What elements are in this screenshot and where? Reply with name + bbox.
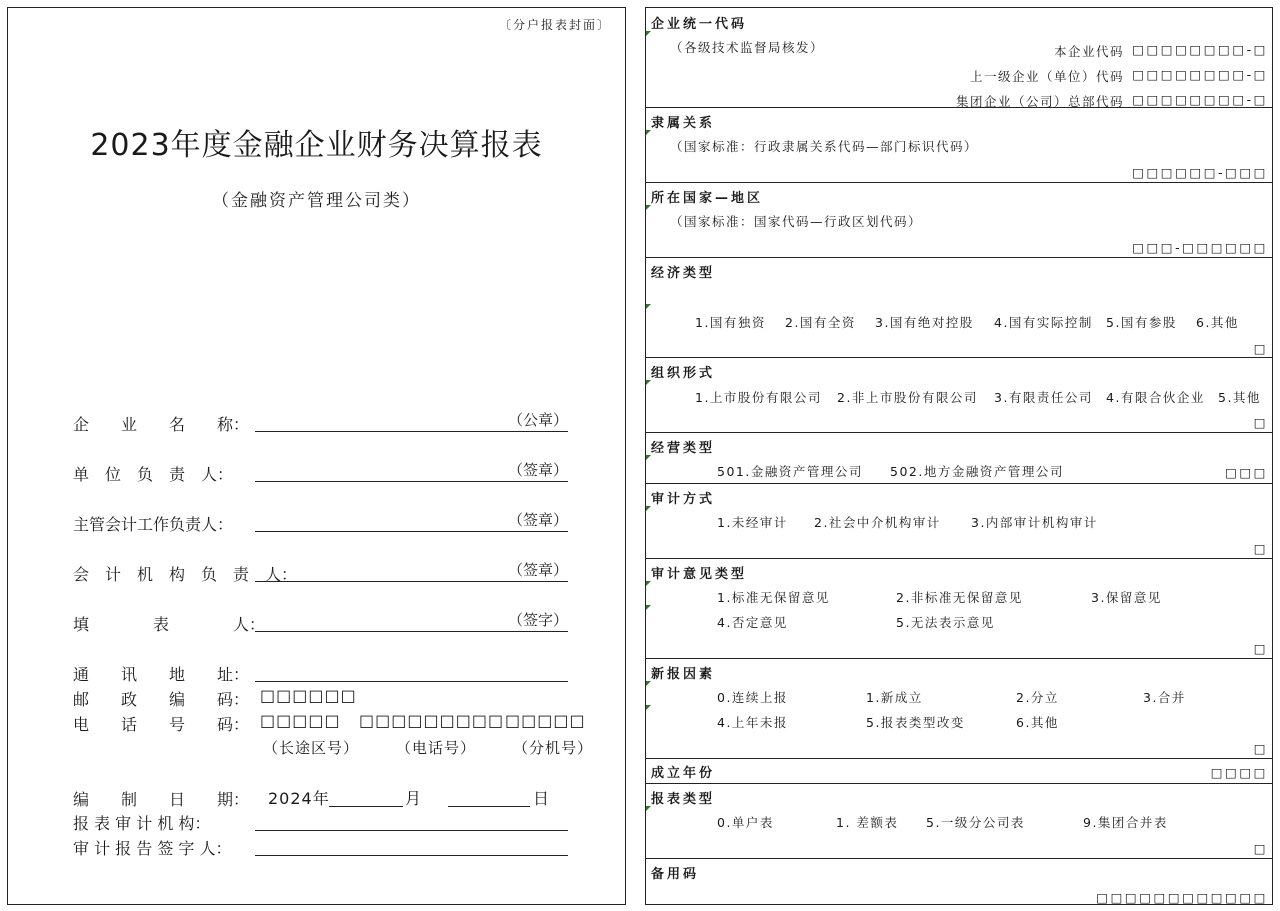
- audit-method-section: [646, 483, 1272, 559]
- phone-area-boxes[interactable]: □□□□□: [260, 711, 341, 730]
- audit-method-box[interactable]: □: [1253, 541, 1268, 556]
- report-type-option: 1. 差额表: [836, 815, 899, 830]
- preparer-field[interactable]: [255, 611, 568, 632]
- economic-option: 1.国有独资: [695, 315, 766, 330]
- accounting-dept-head-field[interactable]: [255, 561, 568, 582]
- section-title: 企业统一代码: [651, 17, 748, 32]
- audit-opinion-option: 5.无法表示意见: [896, 615, 995, 630]
- signature-caption: （签字）: [507, 611, 568, 629]
- date-month-field[interactable]: [329, 786, 403, 807]
- section-title: 成立年份: [651, 766, 716, 781]
- parent-code-label: 上一级企业（单位）代码: [969, 69, 1124, 84]
- economic-option: 2.国有全资: [785, 315, 856, 330]
- section-title: 审计方式: [651, 492, 716, 507]
- auditor-label: 审 计 报 告 签 字 人：: [73, 839, 232, 858]
- economic-option: 4.国有实际控制: [994, 315, 1093, 330]
- audit-method-option: 3.内部审计机构审计: [971, 515, 1098, 530]
- new-report-option: 0.连续上报: [717, 690, 788, 705]
- audit-org-label: 报 表 审 计 机 构：: [73, 814, 211, 833]
- date-year: 2024年: [268, 789, 330, 808]
- code-form: [645, 7, 1273, 905]
- new-report-factor-box[interactable]: □: [1253, 741, 1268, 756]
- audit-org-field[interactable]: [255, 810, 568, 831]
- established-year-boxes[interactable]: □□□□: [1210, 765, 1268, 780]
- section-title: 经济类型: [651, 266, 716, 281]
- unit-head-field[interactable]: [255, 461, 568, 482]
- signature-caption: （签章）: [507, 561, 568, 579]
- section-title: 备用码: [651, 867, 700, 882]
- phone-number-boxes[interactable]: □□□□□□□□□: [359, 711, 505, 730]
- phone-ext-boxes[interactable]: □□□□□: [505, 711, 586, 730]
- group-code-label: 集团企业（公司）总部代码: [955, 94, 1124, 109]
- region-boxes[interactable]: □□□-□□□□□□: [1132, 240, 1268, 255]
- economic-option: 6.其他: [1196, 315, 1239, 330]
- org-form-section: [646, 357, 1272, 433]
- signature-caption: （签章）: [507, 511, 568, 529]
- cell-marker: [646, 304, 651, 309]
- business-type-boxes[interactable]: □□□: [1225, 465, 1268, 480]
- org-form-option: 3.有限责任公司: [994, 390, 1093, 405]
- economic-option: 3.国有绝对控股: [875, 315, 974, 330]
- accounting-head-field[interactable]: [255, 511, 568, 532]
- economic-type-box[interactable]: □: [1253, 341, 1268, 356]
- spare-code-section: [646, 858, 1272, 904]
- auditor-field[interactable]: [255, 835, 568, 856]
- affiliation-section: [646, 107, 1272, 183]
- new-report-option: 6.其他: [1016, 715, 1059, 730]
- section-title: 报表类型: [651, 792, 716, 807]
- section-note: （国家标准：行政隶属关系代码—部门标识代码）: [670, 139, 979, 154]
- new-report-option: 4.上年未报: [717, 715, 788, 730]
- audit-method-option: 2.社会中介机构审计: [814, 515, 941, 530]
- new-report-option: 2.分立: [1016, 690, 1059, 705]
- unit-head-label: 单 位 负 责 人：: [73, 465, 234, 484]
- audit-opinion-box[interactable]: □: [1253, 641, 1268, 656]
- postcode-boxes[interactable]: □□□□□□: [260, 686, 357, 705]
- audit-opinion-option: 4.否定意见: [717, 615, 788, 630]
- report-type-option: 0.单户表: [717, 815, 774, 830]
- audit-opinion-section: [646, 558, 1272, 659]
- section-note: （各级技术监督局核发）: [670, 40, 825, 55]
- established-year-section: [646, 758, 1272, 784]
- accounting-head-label: 主管会计工作负责人：: [73, 515, 234, 534]
- section-title: 审计意见类型: [651, 567, 748, 582]
- phone-label: 电 话 号 码：: [73, 715, 250, 734]
- group-code-boxes[interactable]: □□□□□□□□-□: [1132, 92, 1268, 107]
- economic-type-section: [646, 257, 1272, 358]
- section-title: 新报因素: [651, 667, 716, 682]
- section-note: （国家标准：国家代码—行政区划代码）: [670, 214, 923, 229]
- cover-tag: 〔分户报表封面〕: [498, 18, 611, 32]
- postcode-label: 邮 政 编 码：: [73, 690, 250, 709]
- own-code-boxes[interactable]: □□□□□□□□-□: [1132, 42, 1268, 57]
- seal-caption: （公章）: [507, 411, 568, 429]
- report-subtitle: （金融资产管理公司类）: [212, 191, 421, 211]
- cell-marker: [646, 705, 651, 710]
- report-type-box[interactable]: □: [1253, 841, 1268, 856]
- region-section: [646, 182, 1272, 258]
- report-type-section: [646, 783, 1272, 859]
- business-type-option: 501.金融资产管理公司: [717, 464, 863, 479]
- section-title: 隶属关系: [651, 116, 716, 131]
- org-form-option: 4.有限合伙企业: [1106, 390, 1205, 405]
- date-day-unit: 日: [533, 789, 551, 808]
- audit-method-option: 1.未经审计: [717, 515, 788, 530]
- cell-marker: [646, 605, 651, 610]
- org-form-option: 5.其他: [1218, 390, 1261, 405]
- section-title: 经营类型: [651, 441, 716, 456]
- audit-opinion-option: 2.非标准无保留意见: [896, 590, 1023, 605]
- signature-caption: （签章）: [507, 461, 568, 479]
- date-label: 编 制 日 期：: [73, 790, 250, 809]
- phone-number-caption: （电话号）: [396, 739, 477, 757]
- company-name-label: 企 业 名 称：: [73, 415, 250, 434]
- org-form-box[interactable]: □: [1253, 415, 1268, 430]
- new-report-option: 1.新成立: [866, 690, 923, 705]
- date-day-field[interactable]: [448, 786, 530, 807]
- spare-code-boxes[interactable]: □□□□□□□□□□□□: [1096, 890, 1268, 905]
- address-field[interactable]: [255, 661, 568, 682]
- new-report-option: 3.合并: [1143, 690, 1186, 705]
- area-code-caption: （长途区号）: [263, 739, 360, 757]
- preparer-label: 填 表 人：: [73, 615, 266, 634]
- org-form-option: 1.上市股份有限公司: [695, 390, 822, 405]
- new-report-factor-section: [646, 658, 1272, 759]
- date-month-unit: 月: [405, 789, 423, 808]
- report-title: 2023年度金融企业财务决算报表: [90, 128, 543, 163]
- unified-code-section: [646, 8, 1272, 108]
- report-type-option: 9.集团合并表: [1083, 815, 1168, 830]
- economic-option: 5.国有参股: [1106, 315, 1177, 330]
- company-name-field[interactable]: [255, 411, 568, 432]
- own-code-label: 本企业代码: [1053, 44, 1124, 59]
- report-cover: [7, 7, 626, 905]
- affiliation-boxes[interactable]: □□□□□□-□□□: [1132, 165, 1268, 180]
- business-type-option: 502.地方金融资产管理公司: [890, 464, 1064, 479]
- org-form-option: 2.非上市股份有限公司: [837, 390, 978, 405]
- extension-caption: （分机号）: [513, 739, 594, 757]
- address-label: 通 讯 地 址：: [73, 665, 250, 684]
- business-type-section: [646, 432, 1272, 484]
- audit-opinion-option: 1.标准无保留意见: [717, 590, 830, 605]
- section-title: 所在国家—地区: [651, 191, 764, 206]
- accounting-dept-head-label: 会 计 机 构 负 责 人：: [73, 565, 298, 584]
- section-title: 组织形式: [651, 366, 716, 381]
- new-report-option: 5.报表类型改变: [866, 715, 965, 730]
- audit-opinion-option: 3.保留意见: [1091, 590, 1162, 605]
- parent-code-boxes[interactable]: □□□□□□□□-□: [1132, 67, 1268, 82]
- report-type-option: 5.一级分公司表: [926, 815, 1025, 830]
